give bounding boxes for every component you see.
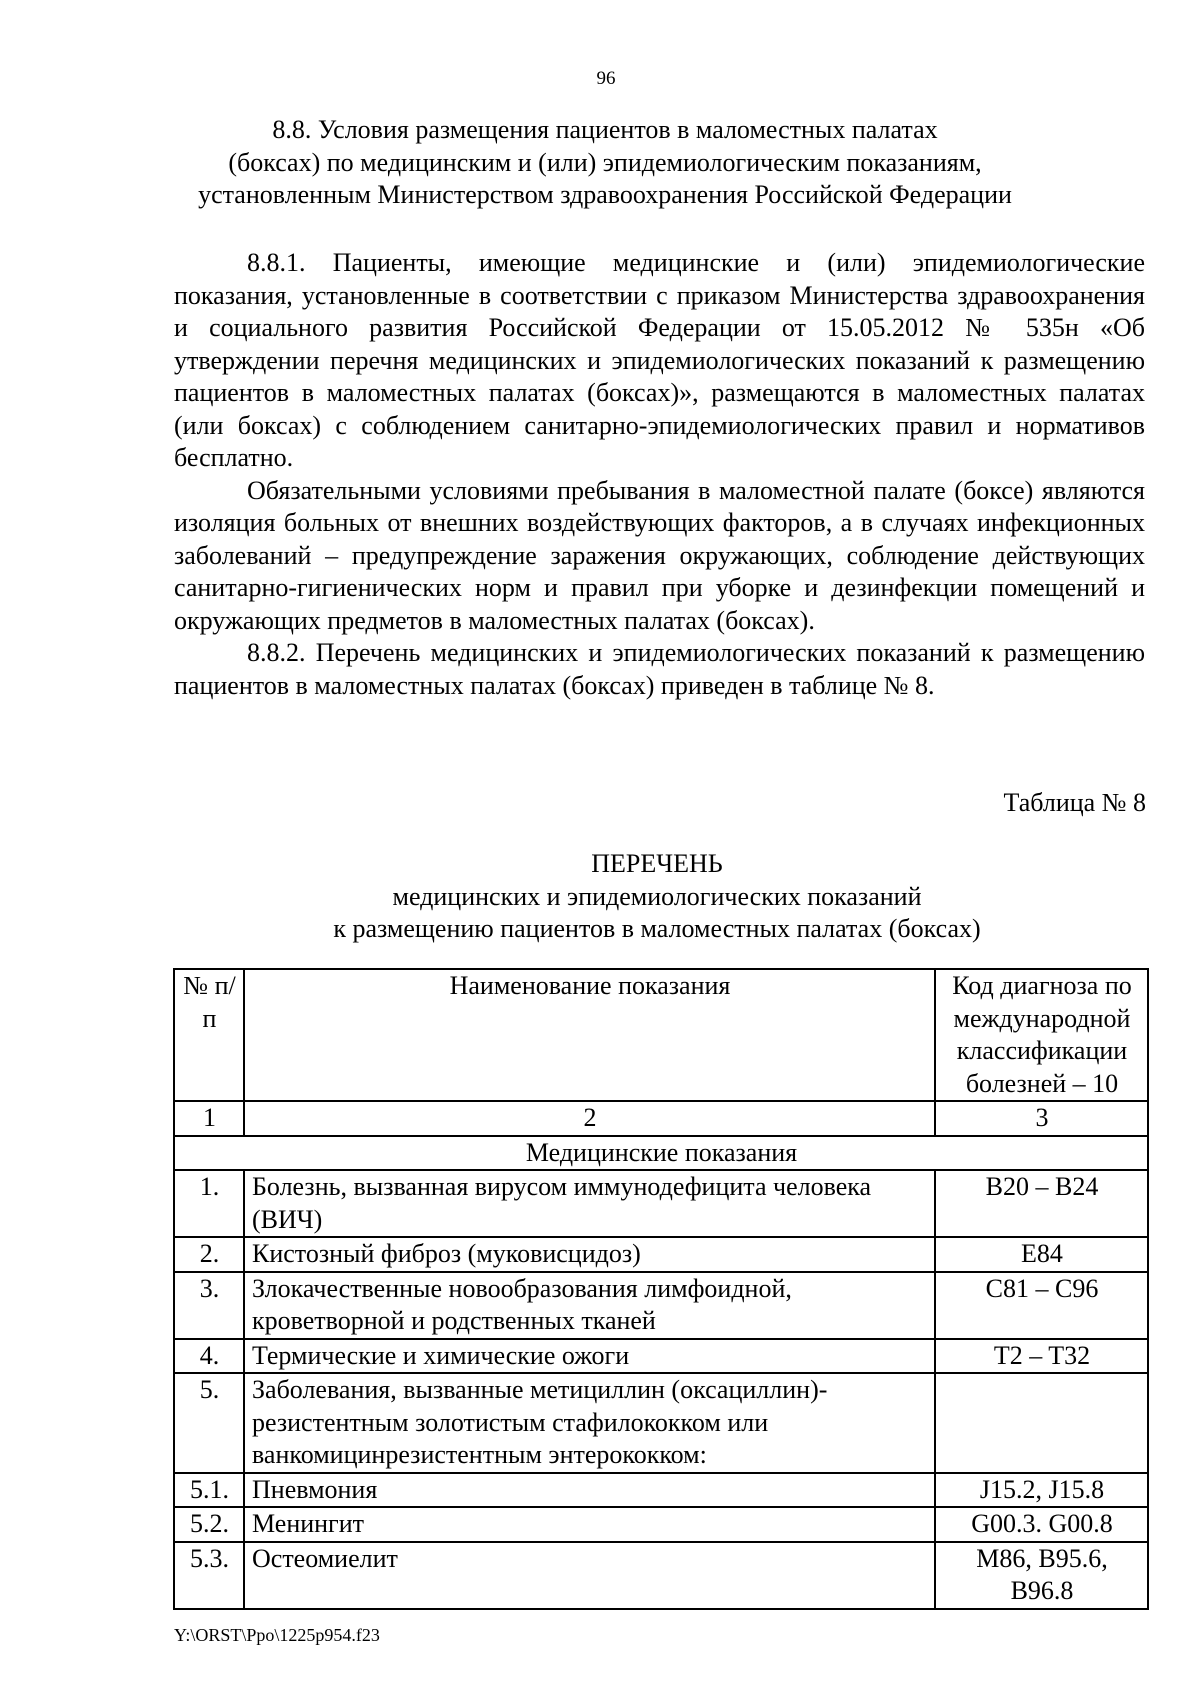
row-code: J15.2, J15.8 xyxy=(935,1473,1148,1508)
table-row xyxy=(174,1237,1148,1272)
page-number: 96 xyxy=(596,68,616,89)
row-name: Остеомиелит xyxy=(244,1542,935,1609)
table-title xyxy=(0,848,1200,946)
paragraph-8-8-1: 8.8.1. Пациенты, имеющие медицинские и (или) эпидемиологические показания, установленные в соответствии с приказом Министерства здравоохранения и социального развития Российской Федерации от 15.05.2012 № 535н «Об утверждении перечня медицинских и эпидемиологических показаний к размещению пациентов в маломестных палатах (боксах)», размещаются в маломестных палатах (или боксах) с соблюдением санитарно-эпидемиологических правил и нормативов бесплатно. xyxy=(174,248,1145,472)
table-row xyxy=(174,1473,1148,1508)
body-text xyxy=(174,247,1145,702)
column-number-row xyxy=(174,1101,1148,1136)
row-number: 5.3. xyxy=(174,1542,244,1609)
header-code: Код диагноза по международной классификации болезней – 10 xyxy=(935,969,1148,1101)
table-row xyxy=(174,1373,1148,1473)
row-number: 4. xyxy=(174,1339,244,1374)
table-header-row xyxy=(174,969,1148,1101)
table-title-line: к размещению пациентов в маломестных палатах (боксах) xyxy=(333,914,981,943)
header-number: № п/п xyxy=(174,969,244,1101)
heading-line: установленным Министерством здравоохранения Российской Федерации xyxy=(198,180,1012,209)
row-name: Злокачественные новообразования лимфоидной, кроветворной и родственных тканей xyxy=(244,1272,935,1339)
table-title-line: медицинских и эпидемиологических показаний xyxy=(392,881,922,911)
row-code: M86, B95.6, B96.8 xyxy=(935,1542,1148,1609)
row-name: Пневмония xyxy=(244,1473,935,1508)
paragraph-conditions: Обязательными условиями пребывания в маломестной палате (боксе) являются изоляция больных от внешних воздействующих факторов, а в случаях инфекционных заболеваний – предупреждение заражения окружающих, соблюдение действующих санитарно-гигиенических норм и правил при уборке и дезинфекции помещений и окружающих предметов в маломестных палатах (боксах). xyxy=(174,475,1145,635)
row-number: 5.1. xyxy=(174,1473,244,1508)
row-number: 1. xyxy=(174,1170,244,1237)
header-name: Наименование показания xyxy=(244,969,935,1101)
row-name: Болезнь, вызванная вирусом иммунодефицита человека (ВИЧ) xyxy=(244,1170,935,1237)
row-name: Термические и химические ожоги xyxy=(244,1339,935,1374)
table-row xyxy=(174,1507,1148,1542)
row-code: B20 – B24 xyxy=(935,1170,1148,1237)
column-number: 3 xyxy=(935,1101,1148,1136)
section-heading xyxy=(0,114,1200,212)
row-name: Кистозный фиброз (муковисцидоз) xyxy=(244,1237,935,1272)
row-number: 5. xyxy=(174,1373,244,1473)
column-number: 2 xyxy=(244,1101,935,1136)
paragraph-8-8-2: 8.8.2. Перечень медицинских и эпидемиологических показаний к размещению пациентов в маломестных палатах (боксах) приведен в таблице № 8. xyxy=(174,638,1145,700)
section-title: Медицинские показания xyxy=(174,1136,1148,1171)
indications-table xyxy=(173,968,1149,1610)
table-row xyxy=(174,1542,1148,1609)
table-caption: Таблица № 8 xyxy=(1003,788,1146,817)
row-code: C81 – C96 xyxy=(935,1272,1148,1339)
section-row xyxy=(174,1136,1148,1171)
row-number: 3. xyxy=(174,1272,244,1339)
row-number: 2. xyxy=(174,1237,244,1272)
row-code: G00.3. G00.8 xyxy=(935,1507,1148,1542)
table-row xyxy=(174,1339,1148,1374)
row-code: E84 xyxy=(935,1237,1148,1272)
table-row xyxy=(174,1170,1148,1237)
row-name: Менингит xyxy=(244,1507,935,1542)
heading-line: (боксах) по медицинским и (или) эпидемиологическим показаниям, xyxy=(228,147,982,177)
table-row xyxy=(174,1272,1148,1339)
row-name: Заболевания, вызванные метициллин (оксациллин)-резистентным золотистым стафилококком или ванкомицинрезистентным энтерококком: xyxy=(244,1373,935,1473)
row-code: T2 – T32 xyxy=(935,1339,1148,1374)
row-number: 5.2. xyxy=(174,1507,244,1542)
footer-file-path: Y:\ORST\Ppo\1225p954.f23 xyxy=(174,1625,380,1645)
heading-line: 8.8. Условия размещения пациентов в маломестных палатах xyxy=(272,115,938,144)
table-title-line: ПЕРЕЧЕНЬ xyxy=(591,849,723,878)
column-number: 1 xyxy=(174,1101,244,1136)
row-code xyxy=(935,1373,1148,1473)
